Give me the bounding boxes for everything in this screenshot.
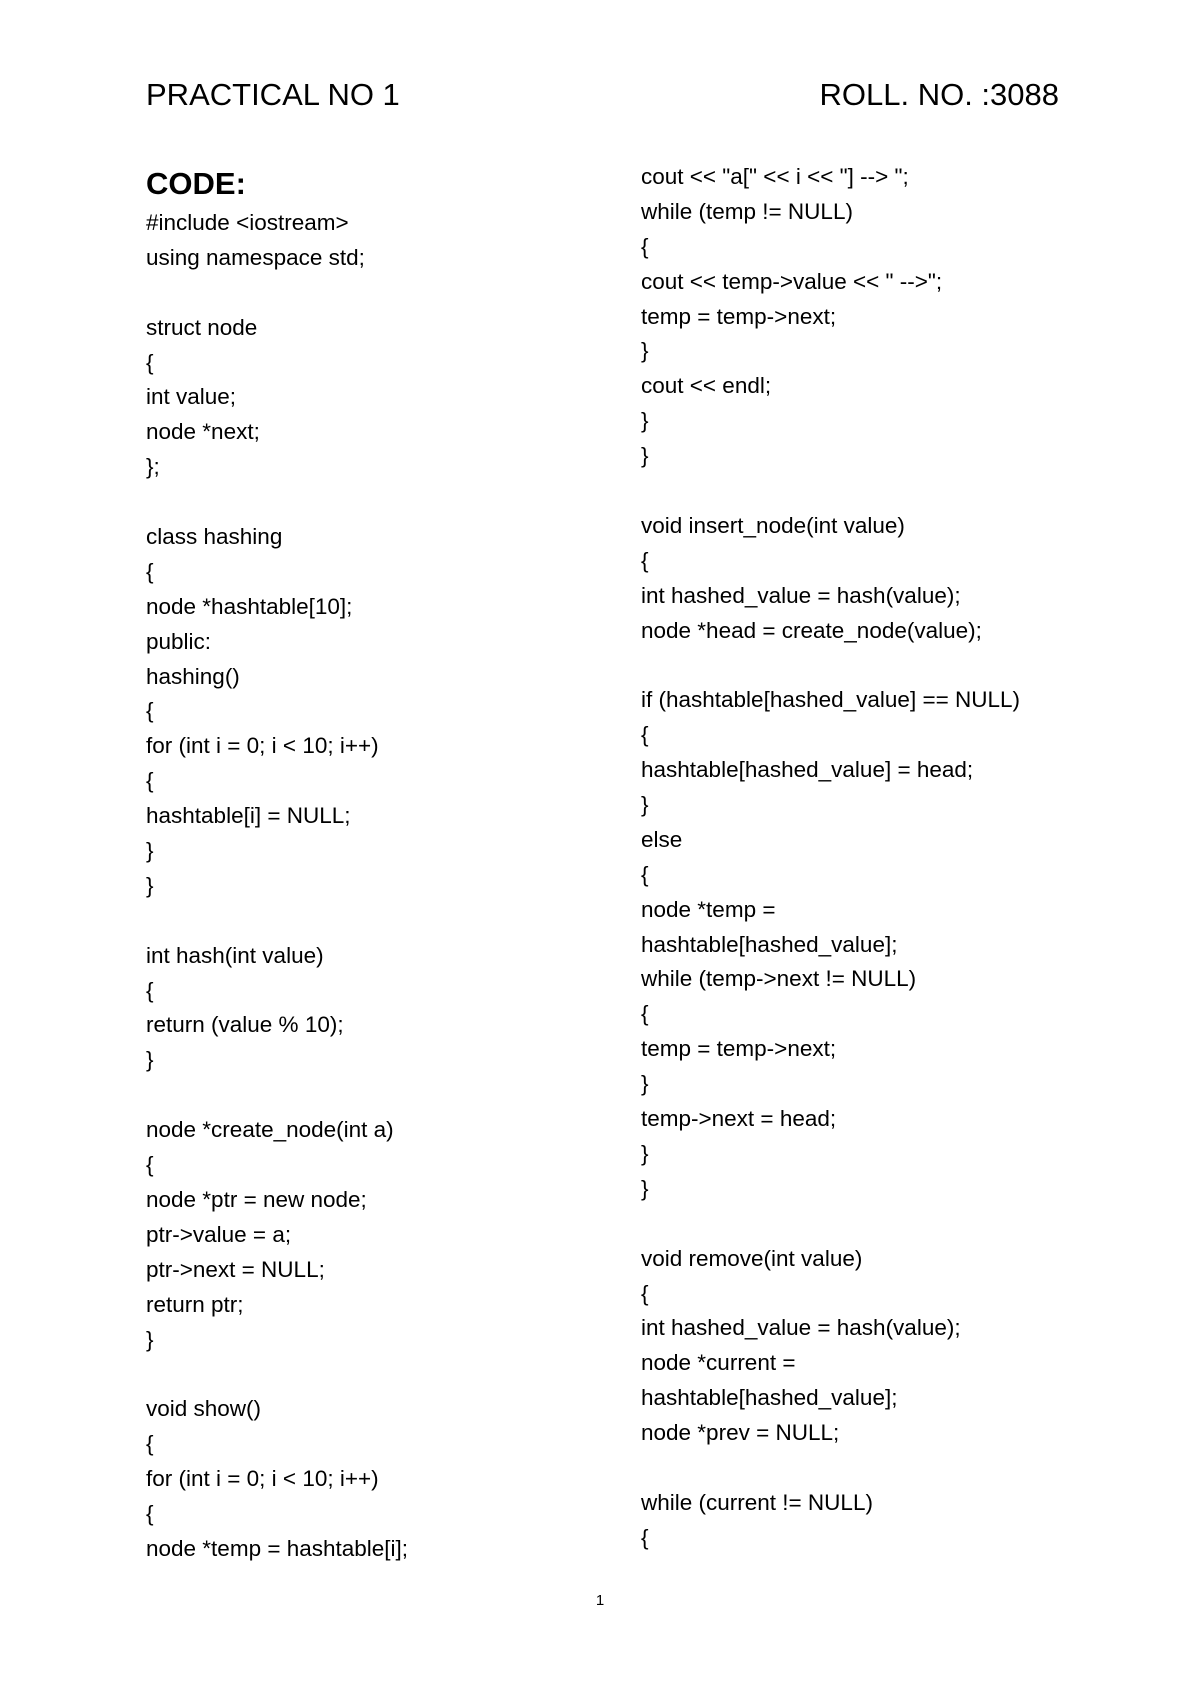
code-line: } — [641, 443, 649, 469]
code-line: class hashing — [146, 524, 283, 550]
code-line: int hash(int value) — [146, 942, 324, 968]
code-line: { — [641, 1524, 649, 1550]
code-line: public: — [146, 628, 212, 654]
code-line: temp = temp->next; — [641, 1036, 837, 1062]
code-line — [146, 904, 408, 939]
code-line: hashtable[hashed_value]; — [641, 931, 898, 957]
code-line: node *hashtable[10]; — [146, 593, 353, 619]
code-line — [146, 276, 408, 311]
code-line: { — [146, 349, 154, 375]
roll-number: ROLL. NO. :3088 — [819, 77, 1059, 112]
code-line — [146, 1078, 408, 1113]
code-line: else — [641, 826, 683, 852]
code-line — [641, 1207, 1020, 1242]
code-line — [641, 474, 1020, 509]
page-number: 1 — [595, 1592, 605, 1609]
code-line: return (value % 10); — [146, 1012, 344, 1038]
code-line: cout << "a[" << i << "] --> "; — [641, 164, 909, 189]
code-line: int value; — [146, 384, 237, 410]
code-line: } — [641, 1140, 649, 1166]
code-line: { — [146, 1431, 154, 1457]
code-column-right — [641, 160, 1020, 1556]
code-line: node *prev = NULL; — [641, 1420, 840, 1446]
code-line: { — [641, 547, 649, 573]
code-heading: CODE: — [146, 166, 246, 201]
code-line: for (int i = 0; i < 10; i++) — [146, 733, 379, 759]
code-line: int hashed_value = hash(value); — [641, 582, 961, 608]
code-line: hashtable[hashed_value]; — [641, 1385, 898, 1411]
code-line: { — [146, 558, 154, 584]
code-line: node *temp = — [641, 896, 776, 922]
code-line: { — [641, 861, 649, 887]
code-line: { — [146, 698, 154, 724]
code-line: { — [146, 1152, 154, 1178]
code-line: } — [641, 408, 649, 434]
code-line — [146, 485, 408, 520]
code-line: temp->next = head; — [641, 1106, 837, 1132]
code-line — [146, 1357, 408, 1392]
code-line: while (temp != NULL) — [641, 198, 853, 224]
code-line: node *temp = hashtable[i]; — [146, 1535, 409, 1561]
code-line: { — [641, 722, 649, 748]
code-line: hashing() — [146, 663, 240, 689]
practical-title: PRACTICAL NO 1 — [146, 77, 400, 112]
code-line: { — [146, 768, 154, 794]
code-line: { — [641, 1280, 649, 1306]
code-line: { — [641, 1001, 649, 1027]
code-line: while (temp->next != NULL) — [641, 966, 917, 992]
code-line: { — [146, 977, 154, 1003]
code-line: int hashed_value = hash(value); — [641, 1315, 961, 1341]
code-line: void insert_node(int value) — [641, 512, 905, 538]
code-line — [641, 648, 1020, 683]
code-line: } — [641, 1071, 649, 1097]
code-line: cout << temp->value << " -->"; — [641, 268, 943, 294]
code-line: } — [146, 1326, 154, 1352]
code-line: return ptr; — [146, 1291, 244, 1317]
code-line: node *head = create_node(value); — [641, 617, 982, 643]
code-line: ptr->next = NULL; — [146, 1256, 325, 1282]
code-line: node *current = — [641, 1350, 796, 1376]
code-line: using namespace std; — [146, 244, 365, 270]
code-line: node *create_node(int a) — [146, 1117, 394, 1143]
code-line: } — [641, 792, 649, 818]
code-line: hashtable[hashed_value] = head; — [641, 757, 974, 783]
code-line: } — [146, 838, 154, 864]
code-line: node *ptr = new node; — [146, 1186, 367, 1212]
code-line: { — [641, 233, 649, 259]
code-line: } — [146, 1047, 154, 1073]
code-line: if (hashtable[hashed_value] == NULL) — [641, 687, 1020, 713]
code-line: }; — [146, 454, 160, 480]
code-line: #include <iostream> — [146, 210, 349, 235]
code-line: while (current != NULL) — [641, 1489, 873, 1515]
code-line: hashtable[i] = NULL; — [146, 803, 351, 829]
code-line: cout << endl; — [641, 373, 772, 399]
code-line: } — [641, 338, 649, 364]
code-line: node *next; — [146, 419, 260, 445]
code-line: } — [641, 1175, 649, 1201]
code-line: { — [146, 1500, 154, 1526]
code-line: struct node — [146, 314, 258, 340]
code-line: void show() — [146, 1396, 262, 1422]
code-line: } — [146, 872, 154, 898]
code-line: for (int i = 0; i < 10; i++) — [146, 1466, 379, 1492]
code-column-left — [146, 206, 408, 1567]
code-line — [641, 1451, 1020, 1486]
code-line: ptr->value = a; — [146, 1221, 292, 1247]
code-line: temp = temp->next; — [641, 303, 837, 329]
code-line: void remove(int value) — [641, 1245, 863, 1271]
